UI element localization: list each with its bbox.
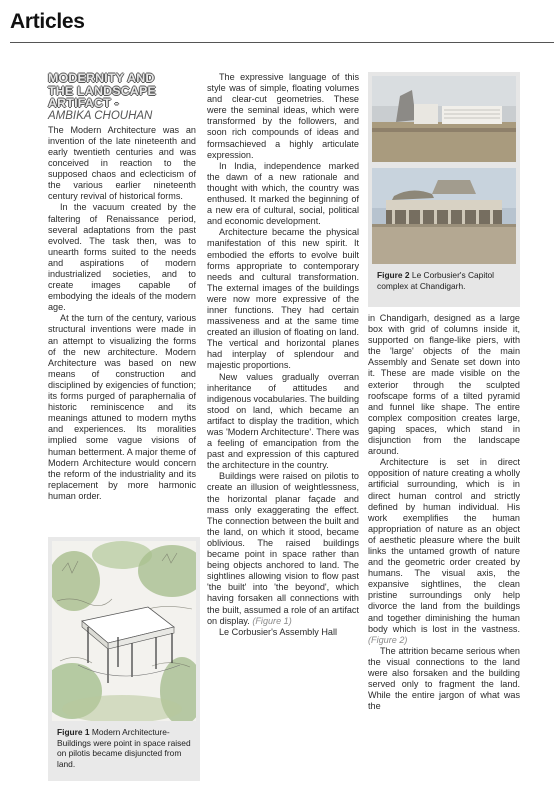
paragraph: Architecture became the physical manifestation of this new spirit. It embodied the efforts to evolve built forms appropriate to contemporary needs and cultural transformation. The external images of the buildings were now more expressive of the inner functions. They had certain massiveness and at the same time created an illusion of floating on land. The vertical and horizontal planes had interplay of splendour and majestic proportions.: [207, 227, 359, 371]
figure-2: [368, 72, 520, 307]
paragraph: [207, 471, 359, 626]
column-1: [48, 72, 196, 502]
figure-1-caption-text: Modern Architecture- Buildings were point in space raised on pilotis became disjuncted from land.: [57, 727, 191, 769]
paragraph: The Modern Architecture was an invention of the late nineteenth and early twentieth centuries and was conceived in reaction to the supposed chaos and eclecticism of the various earlier nineteenth century revival of historical forms.: [48, 124, 196, 202]
paragraph: Le Corbusier's Assembly Hall: [219, 626, 337, 637]
article-title: [48, 72, 196, 110]
article-title-line-2: THE LANDSCAPE: [48, 83, 156, 98]
author-name: AMBIKA CHOUHAN: [48, 109, 153, 122]
paragraph: The attrition became serious when the visual connections to the land were also forsaken and the building served only to fragment the land. While the entire jargon of what was the: [368, 645, 520, 712]
paragraph: The expressive language of this style was of simple, floating volumes and clear-cut geometries. These were the seminal ideas, which were transformed by the followers, and soon rich compounds of ideas and formsachieved a highly articulate expression.: [207, 72, 359, 160]
paragraph: In India, independence marked the dawn of a new rationale and thought with which, the country was enthused. It marked the beginning of a new era of cultural, social, political and economic development.: [207, 160, 359, 227]
paragraph: In the vacuum created by the faltering of Renaissance period, several adaptations from the past evolved. The task then, was to unearth forms suited to the needs and aspirations of modern industrialized societies, and to create images capable of embodying the ideals of the modern age.: [48, 202, 196, 313]
section-title: Articles: [10, 10, 85, 33]
figure-1-caption: [57, 727, 195, 769]
figure-2-caption: [377, 270, 515, 291]
figure-2-caption-text: Le Corbusier's Capitol complex at Chandigarh.: [377, 270, 495, 291]
figure-reference: (Figure 1): [252, 615, 292, 626]
column-2: [207, 72, 359, 638]
figure-reference: (Figure 2): [368, 634, 408, 645]
article-title-line-1: MODERNITY AND: [48, 71, 155, 85]
paragraph-text: Architecture is set in direct opposition of nature creating a wholly artificial surrounding, which is in direct human control and strictly defined by human individual. His work exemplifies the human appropriation of nature as an object of aesthetic pleasure where the built links the untamed growth of nature and the geometric order created by humans. The visual axis, the expansive sightlines, the clean pristine surroundings only help divorce the land from the buildings and together diminishing the human body which is lost in the vastness.: [368, 457, 520, 634]
figure-1-label: Figure 1: [57, 727, 90, 737]
column-3: [368, 313, 520, 712]
paragraph-text: Buildings were raised on pilotis to create an illusion of weightlessness, the horizontal planar façade and mass only exaggerating the effect. The connection between the built and the land, on which it stood, became oblivious. The raised buildings became point in space rather than being objects anchored to land. The sightlines allowing vision to flow past 'the built' into 'the beyond', which having forsaken all connections with the built, assumed a role of an artifact on display.: [207, 471, 359, 626]
paragraph: At the turn of the century, various structural inventions were made in an attempt to visualizing the forms of the new architecture. Modern Architecture was based on new means of construction and disciplined by exigencies of function; its forms purged of paraphernalia of historic reminiscence and its meanings attuned to modern myths and experiences. Its moralities implied some vague visions of human betterment. A major theme of Modern Architecture would concern the reform of the industriality and its replacement by more harmonic human order.: [48, 313, 196, 501]
article-title-line-3: ARTIFACT -: [48, 96, 119, 111]
figure-1: [48, 537, 200, 781]
figure-1-sketch-image: [52, 541, 196, 721]
paragraph: in Chandigarh, designed as a large box with grid of columns inside it, supported on flange-like piers, with the 'large' objects of the main Assembly and Senate set down into it. These are made visible on the exterior through the sculpted roofscape forms of a tilted pyramid and funnel like shape. The entire complex composition creates large, gaping spaces, which stand in disjunction from the landscape around.: [368, 313, 520, 457]
paragraph: [368, 457, 520, 646]
figure-2-photo-image: [372, 76, 516, 264]
header-rule: [10, 42, 554, 43]
figure-2-label: Figure 2: [377, 270, 410, 280]
paragraph: New values gradually overran inheritance of attitudes and indigenous vocabularies. The building stood on land, which became an artifact to display the tradition, which was 'Modern Architecture'. There was a feeling of emancipation from the past and expression of this captured the architecture in the country.: [207, 371, 360, 471]
